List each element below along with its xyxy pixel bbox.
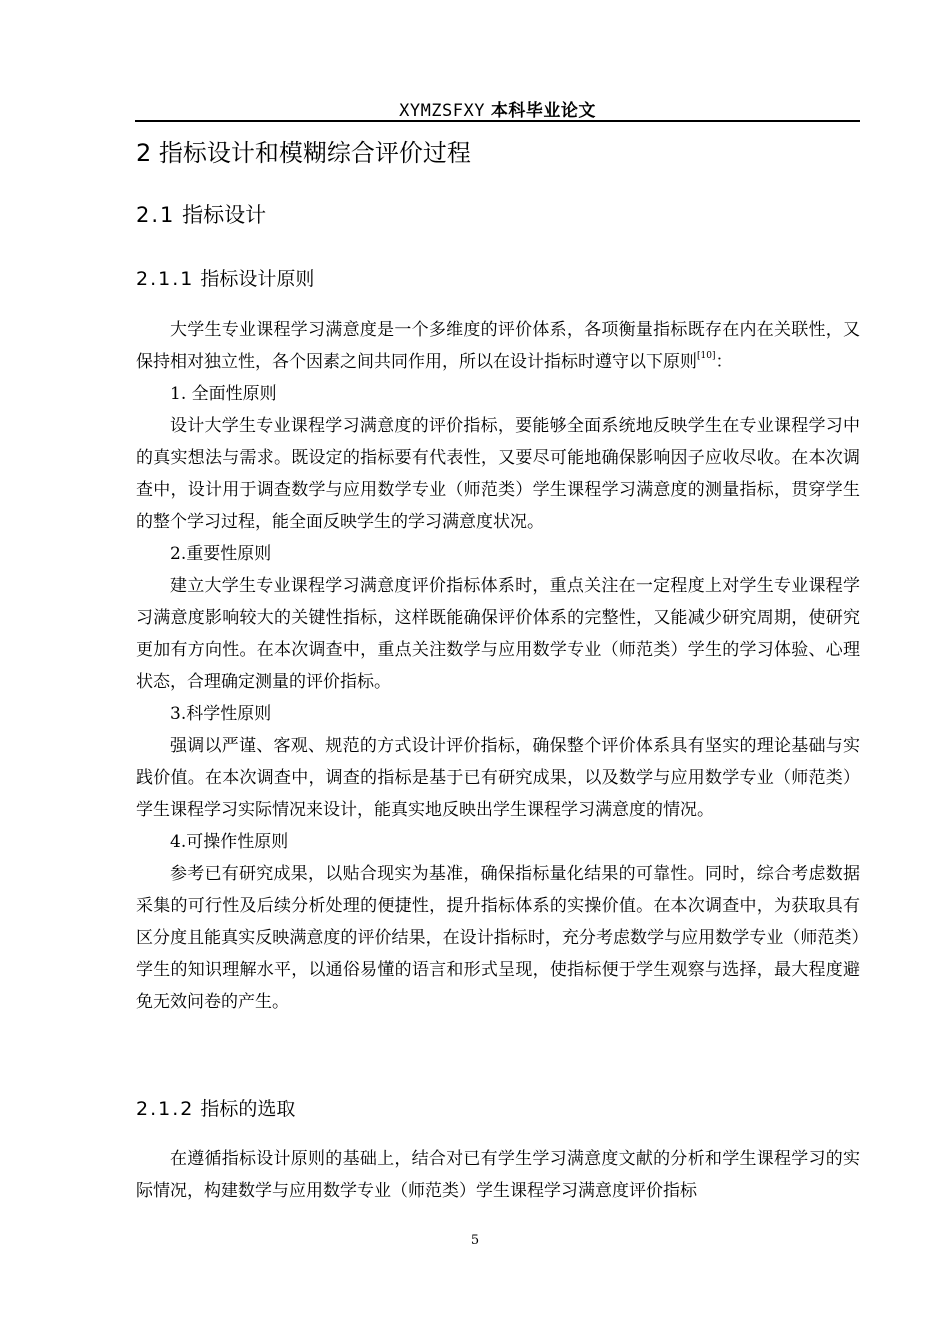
intro-tail: ： (715, 352, 733, 372)
selection-body (136, 1143, 860, 1207)
chapter-heading (136, 133, 471, 168)
header-title: 本科毕业论文 (490, 101, 596, 121)
section-number: 2.1 (136, 203, 176, 227)
principles-body (136, 314, 860, 1018)
subsection-number: 2.1.1 (136, 268, 195, 290)
subsection-number: 2.1.2 (136, 1098, 195, 1120)
subsection-heading-1 (136, 264, 314, 291)
section-title: 指标设计 (182, 203, 267, 227)
intro-paragraph (136, 314, 860, 378)
page-number: 5 (470, 1233, 480, 1248)
principle-body: 强调以严谨、客观、规范的方式设计评价指标，确保整个评价体系具有坚实的理论基础与实践价值。在本次调查中，调查的指标是基于已有研究成果，以及数学与应用数学专业（师范类）学生课程学习实际情况来设计，能真实地反映出学生课程学习满意度的情况。 (136, 736, 860, 820)
header-rule (135, 120, 860, 122)
principle-body: 参考已有研究成果，以贴合现实为基准，确保指标量化结果的可靠性。同时，综合考虑数据采集的可行性及后续分析处理的便捷性，提升指标体系的实操价值。在本次调查中，为获取具有区分度且能真实反映满意度的评价结果，在设计指标时，充分考虑数学与应用数学专业（师范类）学生的知识理解水平，以通俗易懂的语言和形式呈现，使指标便于学生观察与选择，最大程度避免无效问卷的产生。 (136, 864, 860, 1012)
principle-body: 建立大学生专业课程学习满意度评价指标体系时，重点关注在一定程度上对学生专业课程学习满意度影响较大的关键性指标，这样既能确保评价体系的完整性，又能减少研究周期，使研究更加有方向性。在本次调查中，重点关注数学与应用数学专业（师范类）学生的学习体验、心理状态，合理确定测量的评价指标。 (136, 576, 860, 692)
subsection-heading-2 (136, 1094, 295, 1121)
header-latin: XYMZSFXY (399, 101, 485, 121)
selection-paragraph: 在遵循指标设计原则的基础上，结合对已有学生学习满意度文献的分析和学生课程学习的实际情况，构建数学与应用数学专业（师范类）学生课程学习满意度评价指标 (136, 1149, 860, 1201)
citation: [10] (697, 351, 716, 361)
chapter-title: 指标设计和模糊综合评价过程 (158, 139, 471, 167)
subsection-title: 指标的选取 (200, 1098, 296, 1120)
principle-heading: 2.重要性原则 (170, 544, 272, 564)
principle-body: 设计大学生专业课程学习满意度的评价指标，要能够全面系统地反映学生在专业课程学习中的真实想法与需求。既设定的指标要有代表性，又要尽可能地确保影响因子应收尽收。在本次调查中，设计用于调查数学与应用数学专业（师范类）学生课程学习满意度的测量指标，贯穿学生的整个学习过程，能全面反映学生的学习满意度状况。 (136, 416, 860, 532)
subsection-title: 指标设计原则 (200, 268, 315, 290)
intro-text: 大学生专业课程学习满意度是一个多维度的评价体系，各项衡量指标既存在内在关联性，又保持相对独立性，各个因素之间共同作用，所以在设计指标时遵守以下原则 (136, 320, 860, 372)
chapter-number: 2 (136, 139, 152, 167)
principle-heading: 1. 全面性原则 (170, 384, 277, 404)
running-header (135, 96, 860, 121)
principle-heading: 3.科学性原则 (170, 704, 272, 724)
section-heading (136, 199, 266, 229)
principle-heading: 4.可操作性原则 (170, 832, 289, 852)
